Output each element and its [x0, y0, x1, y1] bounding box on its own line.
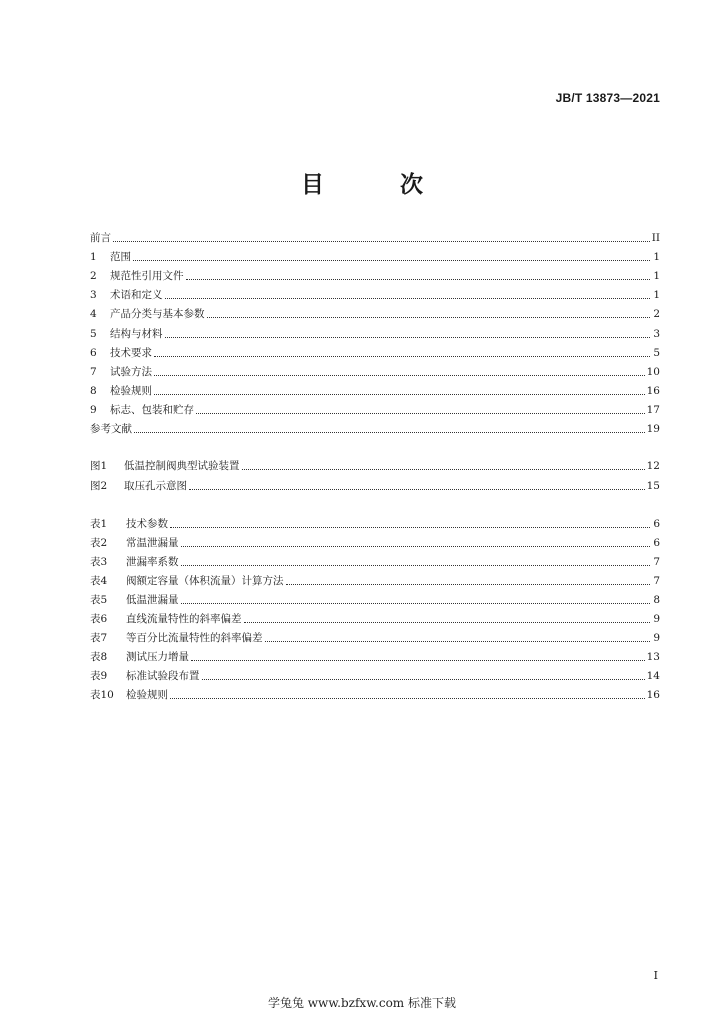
- toc-entry-page: 19: [646, 423, 660, 435]
- toc-entry-page: 6: [653, 518, 660, 530]
- dot-leader: [191, 659, 645, 661]
- toc-entry-number: 表10: [90, 689, 114, 701]
- dot-leader: [181, 545, 651, 547]
- toc-entry-page: 8: [653, 594, 660, 606]
- dot-leader: [202, 678, 645, 680]
- toc-entry-title: 结构与材料: [110, 327, 163, 340]
- toc-entry-title: 参考文献: [90, 423, 132, 435]
- toc-entry-page: 1: [653, 270, 660, 283]
- toc-table-entry[interactable]: [90, 570, 660, 588]
- toc-entry-title: 范围: [110, 251, 131, 264]
- toc-entry-number: 表3: [90, 556, 108, 568]
- toc-entry-number: 2: [90, 270, 97, 283]
- toc-entry-title: 规范性引用文件: [110, 270, 184, 283]
- dot-leader: [207, 316, 651, 318]
- toc-entry-title: 取压孔示意图: [124, 479, 187, 492]
- dot-leader: [113, 240, 650, 242]
- toc-entry-page: 2: [653, 308, 660, 321]
- toc-entry-page: 16: [646, 384, 660, 397]
- dot-leader: [244, 621, 651, 623]
- toc-table-entry[interactable]: [90, 608, 660, 626]
- toc-entry-page: 16: [646, 689, 660, 701]
- toc-entry-number: 表8: [90, 651, 108, 663]
- toc-entry-page: II: [651, 232, 660, 244]
- toc-entry-number: 表2: [90, 537, 108, 549]
- toc-table-entry[interactable]: [90, 627, 660, 645]
- toc-entry-page: 9: [653, 613, 660, 625]
- toc-entry-number: 4: [90, 308, 97, 321]
- toc-entry-number: 5: [90, 327, 97, 340]
- dot-leader: [181, 602, 651, 604]
- toc-entry-number: 8: [90, 384, 97, 397]
- toc-entry-title: 阀额定容量（体积流量）计算方法: [126, 575, 284, 587]
- toc-entry-number: 9: [90, 403, 97, 416]
- page-number: I: [653, 969, 658, 982]
- toc-table-entry[interactable]: [90, 532, 660, 550]
- standard-number: JB/T 13873—2021: [555, 91, 660, 105]
- toc-entry-number: 图1: [90, 460, 108, 472]
- toc-figure-entry[interactable]: [90, 455, 660, 473]
- toc-section-entry[interactable]: [90, 418, 660, 436]
- toc-entry-title: 低温控制阀典型试验装置: [124, 460, 240, 472]
- toc-section-entry[interactable]: [90, 246, 660, 264]
- toc-entry-page: 10: [646, 365, 660, 378]
- toc-entry-page: 15: [646, 479, 660, 492]
- toc-entry-title: 泄漏率系数: [126, 556, 179, 568]
- page-title: 目 次: [300, 172, 457, 198]
- toc-table-entry[interactable]: [90, 513, 660, 531]
- dot-leader: [181, 564, 651, 566]
- toc-table-entry[interactable]: [90, 589, 660, 607]
- toc-entry-page: 7: [653, 556, 660, 568]
- toc-figure-entry[interactable]: [90, 475, 660, 493]
- dot-leader: [265, 640, 651, 642]
- toc-entry-title: 术语和定义: [110, 289, 163, 302]
- toc-table-entry[interactable]: [90, 665, 660, 683]
- toc-entry-page: 5: [653, 346, 660, 359]
- toc-entry-number: 表5: [90, 594, 108, 606]
- dot-leader: [170, 697, 645, 699]
- toc-entry-page: 7: [653, 575, 660, 587]
- toc-entry-number: 表6: [90, 613, 108, 625]
- toc-entry-page: 13: [646, 651, 660, 663]
- dot-leader: [170, 526, 650, 528]
- toc-table-entry[interactable]: [90, 646, 660, 664]
- dot-leader: [154, 374, 645, 376]
- toc-entry-title: 标志、包装和贮存: [110, 403, 194, 416]
- toc-entry-page: 17: [646, 403, 660, 416]
- toc-entry-number: 7: [90, 365, 97, 378]
- toc-entry-title: 检验规则: [110, 384, 152, 397]
- toc-section-entry[interactable]: [90, 284, 660, 302]
- toc-entry-number: 6: [90, 346, 97, 359]
- toc-entry-page: 1: [653, 251, 660, 264]
- toc-entry-number: 表9: [90, 670, 108, 682]
- toc-entry-title: 测试压力增量: [126, 651, 189, 663]
- dot-leader: [134, 431, 645, 433]
- toc-entry-title: 直线流量特性的斜率偏差: [126, 613, 242, 625]
- toc-section-entry[interactable]: [90, 303, 660, 321]
- toc-entry-number: 1: [90, 251, 97, 264]
- toc-entry-number: 表1: [90, 518, 108, 530]
- toc-entry-title: 产品分类与基本参数: [110, 308, 205, 321]
- toc-entry-page: 14: [646, 670, 660, 682]
- toc-entry-title: 等百分比流量特性的斜率偏差: [126, 632, 263, 644]
- toc-entry-page: 9: [653, 632, 660, 644]
- toc-section-entry[interactable]: [90, 227, 660, 245]
- toc-entry-title: 前言: [90, 232, 111, 244]
- dot-leader: [242, 468, 645, 470]
- toc-section-entry[interactable]: [90, 342, 660, 360]
- toc-section-entry[interactable]: [90, 380, 660, 398]
- dot-leader: [154, 393, 645, 395]
- toc-entry-number: 表7: [90, 632, 108, 644]
- toc-entry-title: 低温泄漏量: [126, 594, 179, 606]
- dot-leader: [186, 278, 651, 280]
- toc-section-entry[interactable]: [90, 361, 660, 379]
- dot-leader: [154, 355, 650, 357]
- toc-table-entry[interactable]: [90, 551, 660, 569]
- toc-entry-title: 常温泄漏量: [126, 537, 179, 549]
- toc-entry-title: 技术参数: [126, 518, 168, 530]
- toc-entry-title: 技术要求: [110, 346, 152, 359]
- dot-leader: [286, 583, 651, 585]
- toc-entry-title: 标准试验段布置: [126, 670, 200, 682]
- dot-leader: [165, 336, 651, 338]
- dot-leader: [165, 297, 651, 299]
- toc-entry-page: 6: [653, 537, 660, 549]
- toc-entry-number: 图2: [90, 479, 108, 492]
- toc-entry-page: 3: [653, 327, 660, 340]
- toc-entry-number: 3: [90, 289, 97, 302]
- toc-section-entry[interactable]: [90, 265, 660, 283]
- watermark-footer: 学兔兔 www.bzfxw.com 标准下载: [267, 996, 457, 1010]
- toc-entry-page: 12: [646, 460, 660, 472]
- dot-leader: [133, 259, 650, 261]
- toc-entry-number: 表4: [90, 575, 108, 587]
- toc-entry-title: 检验规则: [126, 689, 168, 701]
- toc-section-entry[interactable]: [90, 323, 660, 341]
- toc-entry-title: 试验方法: [110, 365, 152, 378]
- toc-table-entry[interactable]: [90, 684, 660, 702]
- toc-section-entry[interactable]: [90, 399, 660, 417]
- toc-entry-page: 1: [653, 289, 660, 302]
- dot-leader: [189, 488, 645, 490]
- dot-leader: [196, 412, 645, 414]
